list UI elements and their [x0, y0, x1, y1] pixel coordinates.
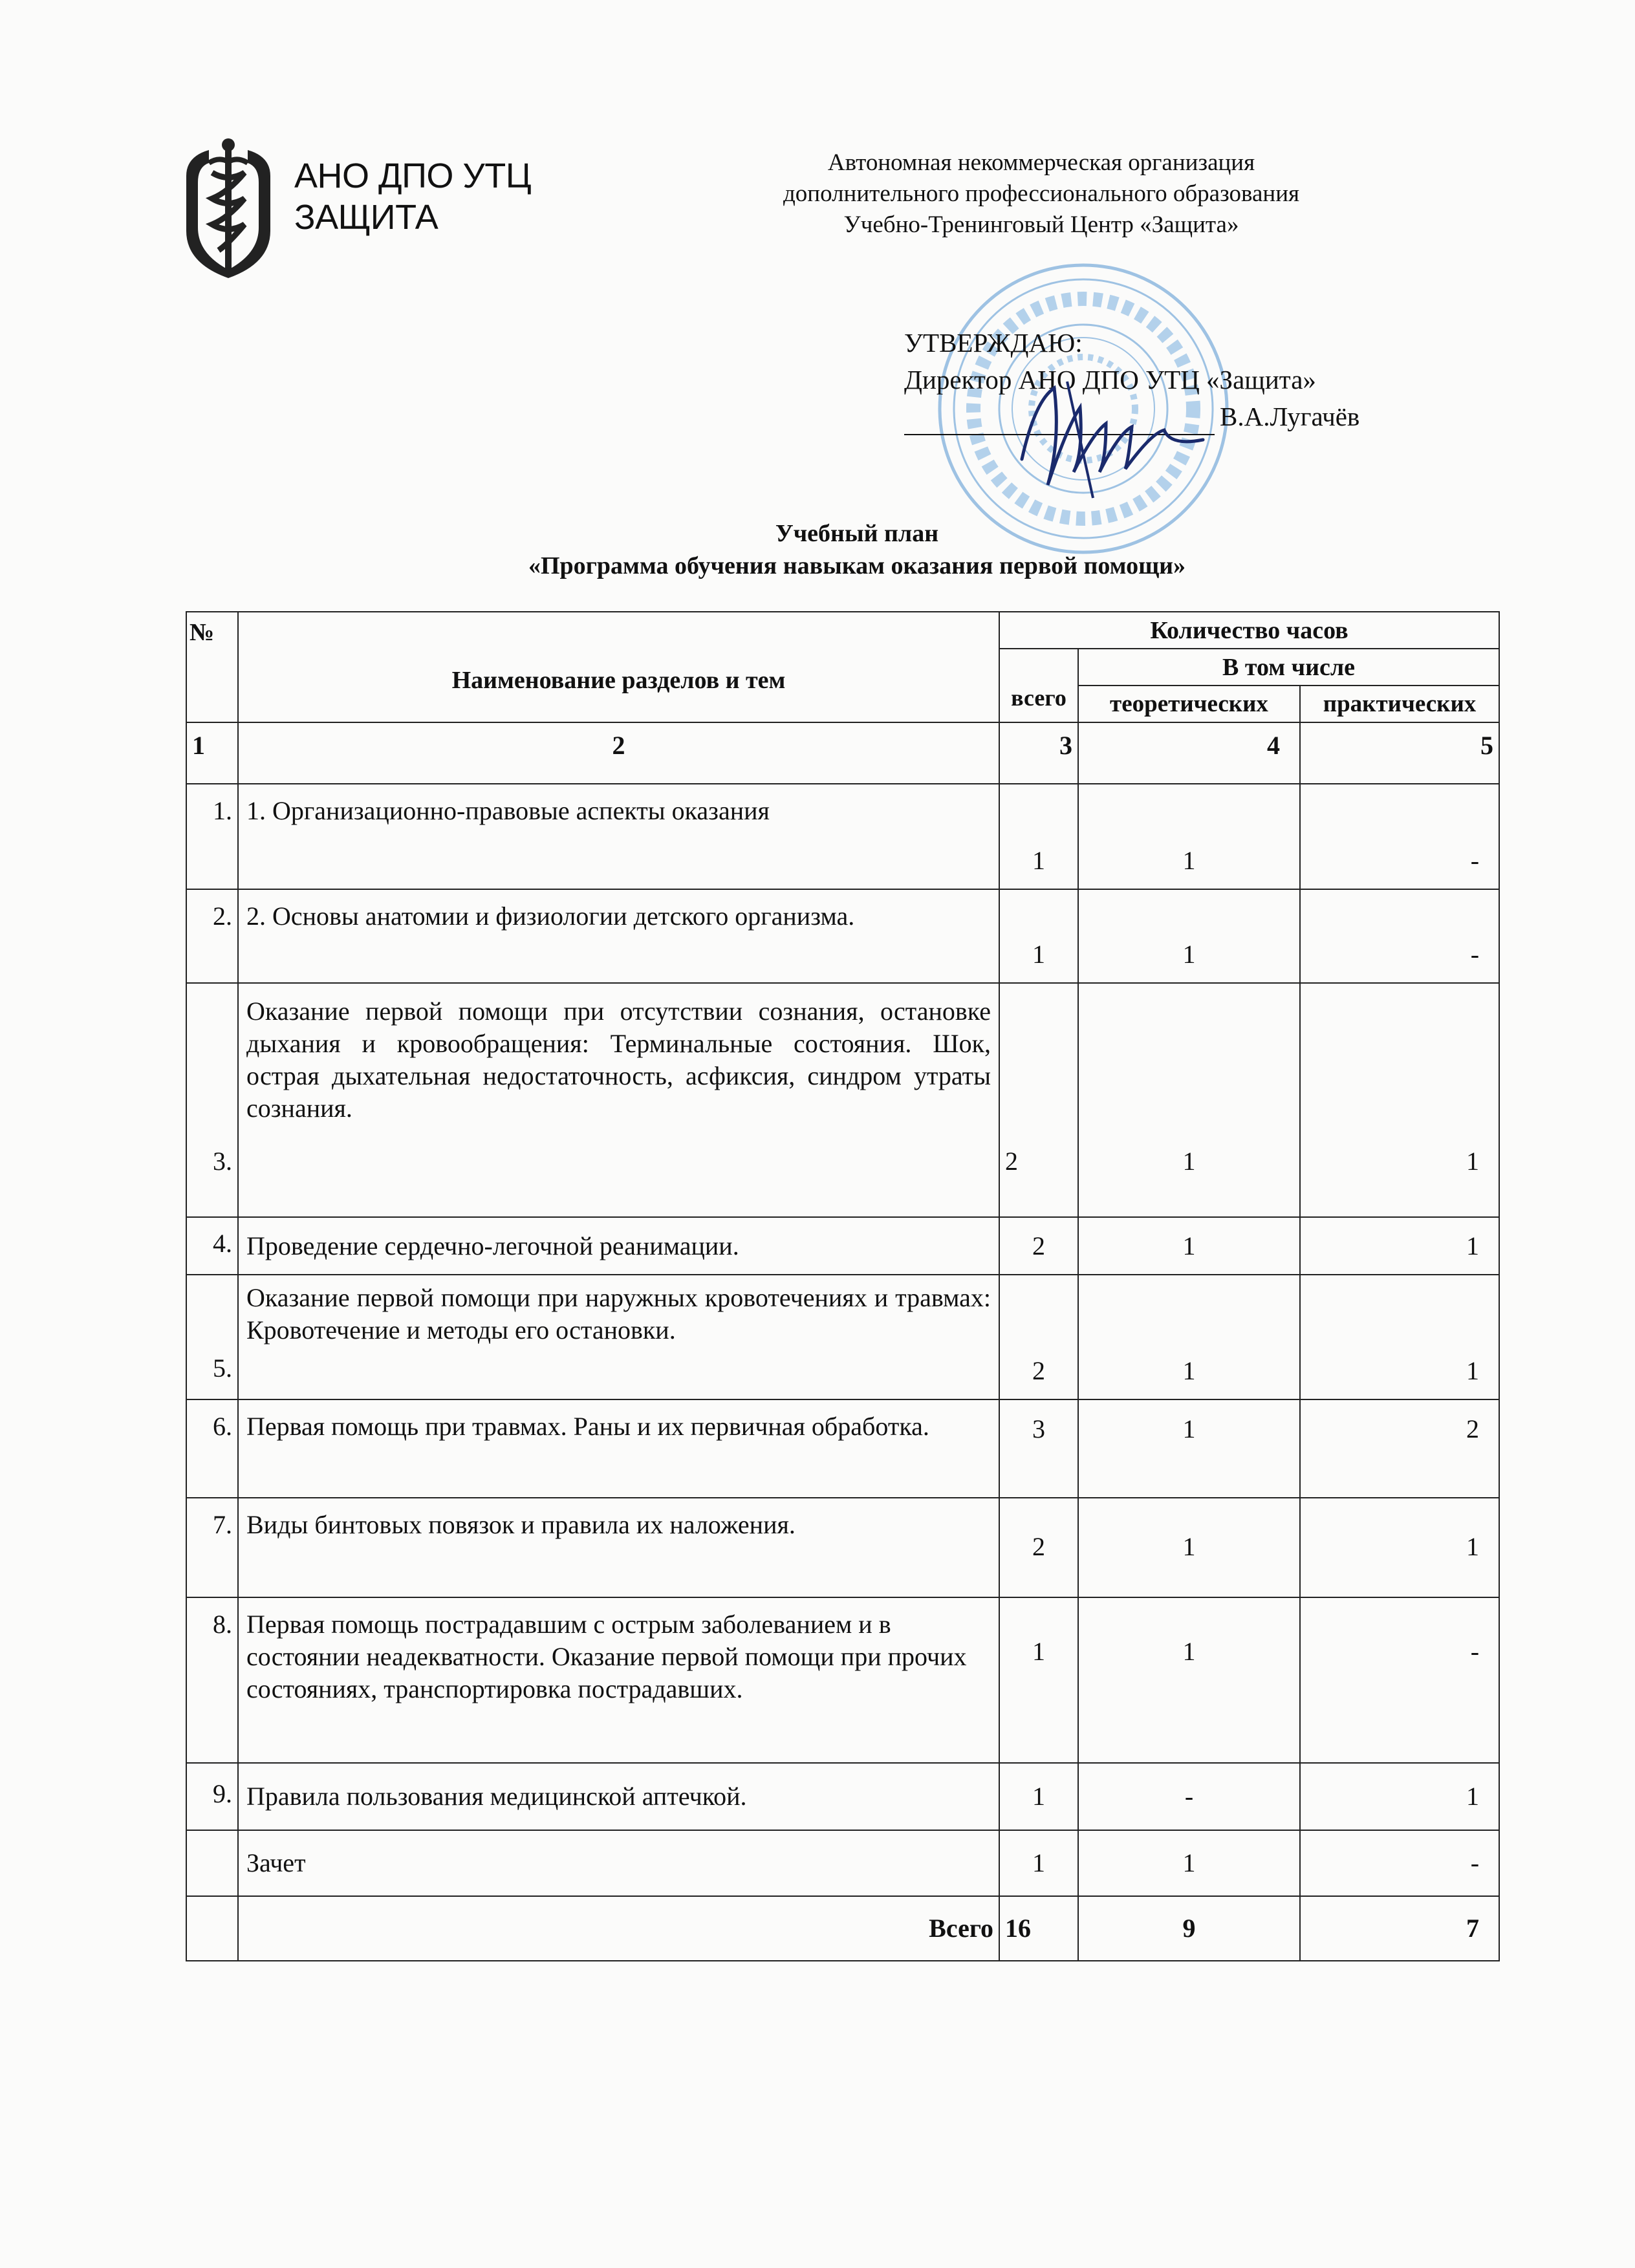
index-cell: 2 — [238, 722, 999, 784]
row-theory: 1 — [1078, 1498, 1300, 1597]
row-practice: 1 — [1300, 983, 1499, 1217]
index-cell: 4 — [1078, 722, 1300, 784]
header-name: Наименование разделов и тем — [238, 612, 999, 722]
row-total: 1 — [999, 784, 1078, 889]
total-label: Всего — [238, 1896, 999, 1961]
index-row — [186, 722, 1499, 784]
logo-line-1: АНО ДПО УТЦ — [294, 157, 532, 195]
row-title: 2. Основы анатомии и физиологии детского организма. — [238, 889, 999, 983]
approval-name: В.А.Лугачёв — [1220, 402, 1360, 431]
row-theory: 1 — [1078, 1399, 1300, 1498]
row-practice: 1 — [1300, 1763, 1499, 1830]
total-num-cell — [186, 1896, 238, 1961]
logo-text — [294, 155, 531, 238]
header-hours: Количество часов — [999, 612, 1499, 649]
row-total: 1 — [999, 1597, 1078, 1763]
row-theory: 1 — [1078, 1597, 1300, 1763]
curriculum-table — [186, 611, 1500, 1961]
table-row — [186, 983, 1499, 1217]
table-row — [186, 1498, 1499, 1597]
row-title: Оказание первой помощи при наружных кровотечениях и травмах: Кровотечение и методы его остановки. — [238, 1275, 999, 1399]
table-row — [186, 1399, 1499, 1498]
header-including: В том числе — [1078, 649, 1499, 686]
header-theory: теоретических — [1078, 686, 1300, 722]
row-number: 3. — [186, 983, 238, 1217]
row-theory: - — [1078, 1763, 1300, 1830]
plan-title — [259, 517, 1455, 582]
row-total: 1 — [999, 1763, 1078, 1830]
approval-label: УТВЕРЖДАЮ: — [904, 328, 1083, 358]
approval-position: Директор АНО ДПО УТЦ «Защита» — [904, 365, 1316, 394]
row-total: 2 — [999, 1217, 1078, 1275]
table-row — [186, 1275, 1499, 1399]
row-practice: - — [1300, 889, 1499, 983]
index-cell: 3 — [999, 722, 1078, 784]
row-theory: 1 — [1078, 1830, 1300, 1896]
plan-title-line-2: «Программа обучения навыкам оказания первой помощи» — [528, 552, 1186, 579]
header-practice: практических — [1300, 686, 1499, 722]
row-practice: 1 — [1300, 1498, 1499, 1597]
row-theory: 1 — [1078, 1275, 1300, 1399]
row-practice: 2 — [1300, 1399, 1499, 1498]
org-line-3: Учебно-Тренинговый Центр «Защита» — [843, 211, 1239, 238]
row-practice: 1 — [1300, 1275, 1499, 1399]
row-theory: 1 — [1078, 784, 1300, 889]
table-row — [186, 1217, 1499, 1275]
index-cell: 1 — [186, 722, 238, 784]
plan-title-line-1: Учебный план — [775, 520, 939, 547]
row-title: Оказание первой помощи при отсутствии сознания, остановке дыхания и кровообращения: Терминальные состояния. Шок, острая дыхательная недостаточность, асфиксия, синдром утраты сознания. — [238, 983, 999, 1217]
row-number: 4. — [186, 1217, 238, 1275]
row-theory: 1 — [1078, 983, 1300, 1217]
row-total: 2 — [999, 983, 1078, 1217]
row-title: Зачет — [238, 1830, 999, 1896]
row-title: Первая помощь пострадавшим с острым заболеванием и в состоянии неадекватности. Оказание первой помощи при прочих состояниях, транспортировка пострадавших. — [238, 1597, 999, 1763]
row-number: 2. — [186, 889, 238, 983]
header-total: всего — [999, 649, 1078, 722]
org-line-2: дополнительного профессионального образования — [783, 180, 1300, 207]
total-row — [186, 1896, 1499, 1961]
table-row — [186, 889, 1499, 983]
total-hours: 16 — [999, 1896, 1078, 1961]
row-number: 1. — [186, 784, 238, 889]
logo-line-2: ЗАЩИТА — [294, 198, 439, 237]
row-number: 5. — [186, 1275, 238, 1399]
row-practice: - — [1300, 784, 1499, 889]
row-total: 2 — [999, 1498, 1078, 1597]
row-title: Первая помощь при травмах. Раны и их первичная обработка. — [238, 1399, 999, 1498]
total-theory: 9 — [1078, 1896, 1300, 1961]
handwritten-signature — [1009, 362, 1229, 504]
row-number: 6. — [186, 1399, 238, 1498]
row-practice: - — [1300, 1830, 1499, 1896]
table-row — [186, 1763, 1499, 1830]
row-practice: - — [1300, 1597, 1499, 1763]
caduceus-logo-icon — [173, 137, 283, 279]
row-number: 8. — [186, 1597, 238, 1763]
total-practice: 7 — [1300, 1896, 1499, 1961]
row-practice: 1 — [1300, 1217, 1499, 1275]
row-number: 7. — [186, 1498, 238, 1597]
row-total: 2 — [999, 1275, 1078, 1399]
row-total: 3 — [999, 1399, 1078, 1498]
row-theory: 1 — [1078, 1217, 1300, 1275]
table-row — [186, 1597, 1499, 1763]
org-line-1: Автономная некоммерческая организация — [827, 149, 1255, 176]
row-number — [186, 1830, 238, 1896]
table-row — [186, 784, 1499, 889]
row-total: 1 — [999, 1830, 1078, 1896]
row-title: Правила пользования медицинской аптечкой. — [238, 1763, 999, 1830]
row-number: 9. — [186, 1763, 238, 1830]
row-title: Проведение сердечно-легочной реанимации. — [238, 1217, 999, 1275]
organization-header — [647, 147, 1436, 241]
header-num: № — [186, 612, 238, 722]
row-title: 1. Организационно-правовые аспекты оказания — [238, 784, 999, 889]
index-cell: 5 — [1300, 722, 1499, 784]
row-total: 1 — [999, 889, 1078, 983]
row-title: Виды бинтовых повязок и правила их наложения. — [238, 1498, 999, 1597]
row-theory: 1 — [1078, 889, 1300, 983]
table-row — [186, 1830, 1499, 1896]
